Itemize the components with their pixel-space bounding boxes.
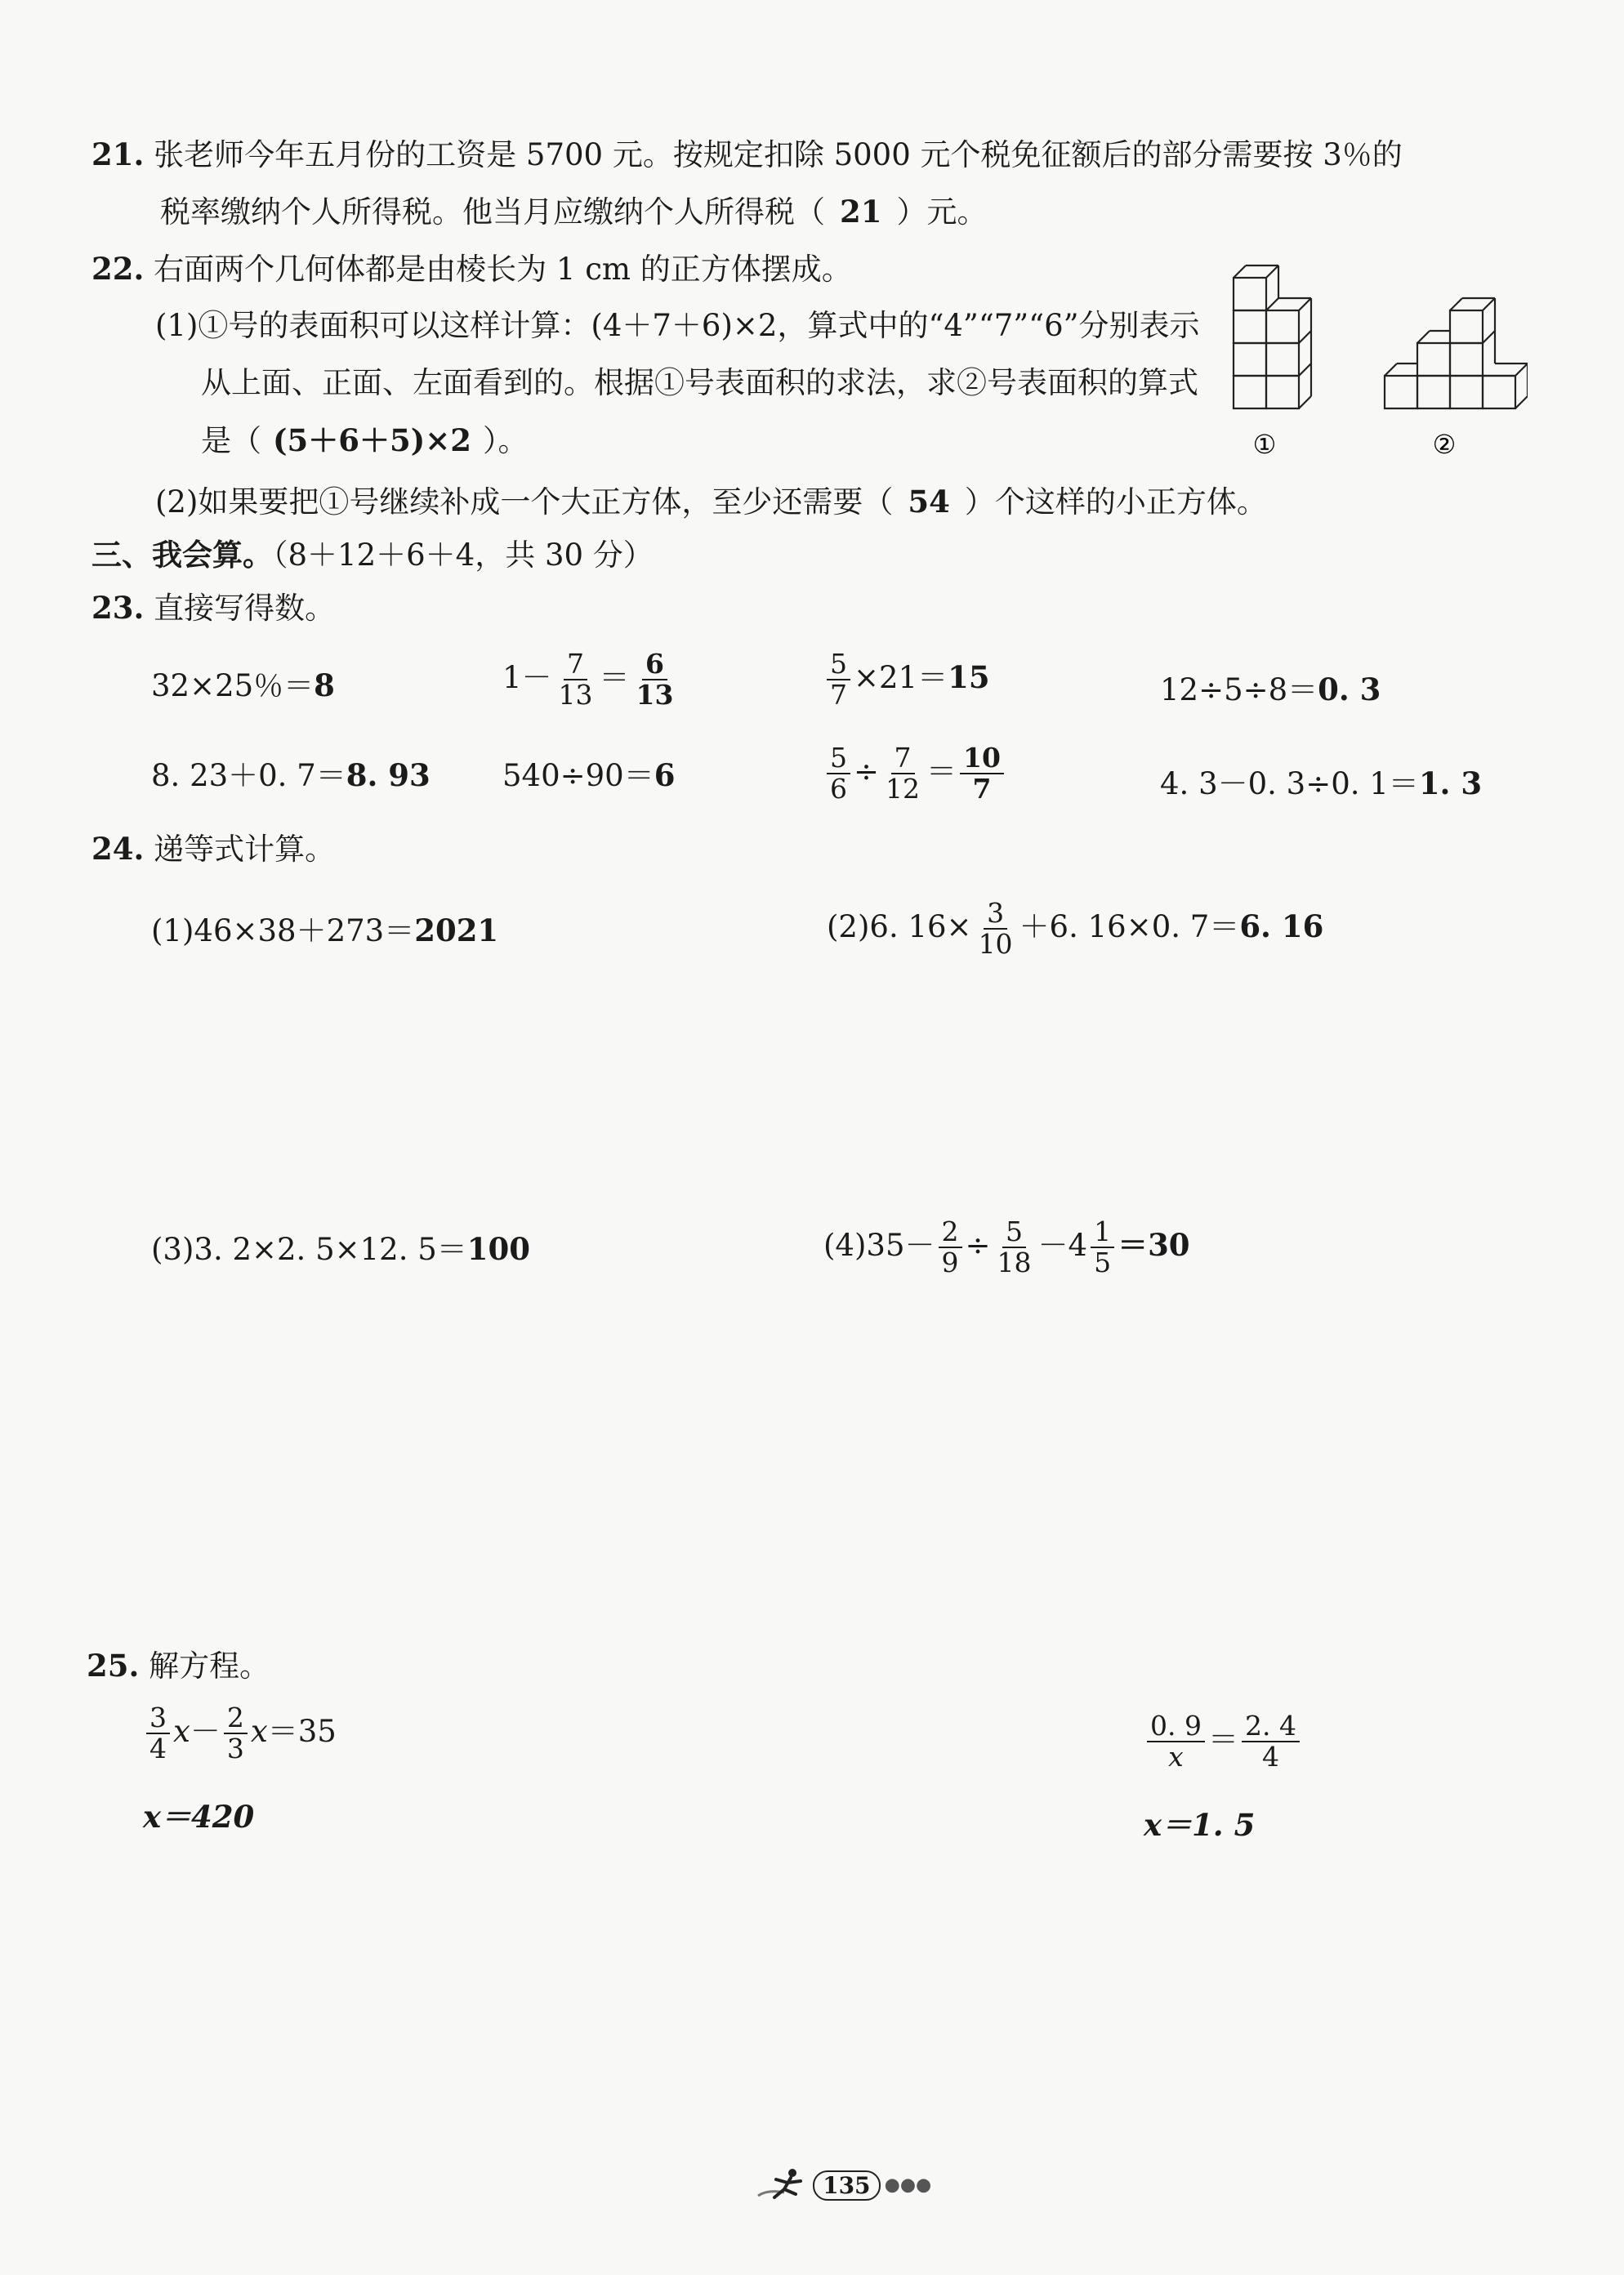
q25-title: 解方程。 — [149, 1648, 270, 1684]
figure-2-label: ② — [1432, 429, 1457, 460]
q21-line2 — [160, 192, 988, 232]
q24-expr-1-question: (1)46×38＋273＝ — [151, 913, 415, 948]
frac-den: 12 — [886, 773, 921, 805]
frac — [146, 1703, 170, 1764]
q22-p2 — [155, 482, 1267, 522]
frac-den: 10 — [978, 928, 1013, 961]
frac-num: 2 — [224, 1703, 248, 1734]
q22-p2-text: (2)如果要把①号继续补成一个大正方体，至少还需要（ — [155, 484, 894, 520]
q23-item-2-fraction — [555, 649, 596, 711]
frac — [1091, 1217, 1114, 1278]
page-number: 135 — [813, 2170, 880, 2201]
frac-den: 7 — [972, 773, 992, 805]
q23-item-8 — [1160, 764, 1482, 804]
q24-expr-1 — [151, 911, 498, 951]
q23-item-2-answer — [633, 649, 677, 711]
figure-1-cubes — [1234, 265, 1528, 408]
frac-den: 18 — [997, 1247, 1032, 1279]
q24-expr-2-post: ＋6. 16×0. 7＝ — [1019, 908, 1240, 944]
mixed-whole: －4 — [1037, 1227, 1088, 1263]
frac-num: 6 — [642, 649, 667, 680]
q23-item-8-answer: 1. 3 — [1418, 765, 1483, 801]
frac-den: 9 — [941, 1247, 959, 1279]
frac-num: 5 — [827, 743, 850, 774]
q24-expr-3-answer: 100 — [466, 1231, 530, 1267]
q23-item-3-answer: 15 — [948, 658, 990, 695]
q23-item-5 — [151, 756, 431, 796]
q21-text: 张老师今年五月份的工资是 5700 元。按规定扣除 5000 元个税免征额后的部分需要按 3％的 — [154, 137, 1403, 172]
q24-title: 递等式计算。 — [154, 832, 336, 867]
q23-item-2 — [502, 649, 680, 711]
frac-den: 13 — [558, 679, 593, 711]
frac-num: 5 — [827, 649, 850, 680]
q24-expr-2-pre: (2)6. 16× — [827, 908, 972, 944]
q24-expr-2-answer: 6. 16 — [1239, 908, 1324, 944]
q23-item-1 — [151, 666, 335, 706]
q24-expr-3 — [151, 1229, 530, 1269]
equals: ＝ — [1118, 1226, 1149, 1263]
q22-p2-answer: 54 — [908, 484, 950, 520]
q25-equation-1 — [143, 1703, 337, 1764]
q23-item-7 — [823, 743, 1007, 805]
runner-icon — [752, 2165, 809, 2206]
frac-den: 4 — [149, 1733, 167, 1765]
q22-p2-end: ）个这样的小正方体。 — [964, 484, 1267, 520]
q23-item-2-pre: 1－ — [502, 659, 552, 695]
operator: ÷ — [854, 753, 880, 789]
q23-item-1-answer: 8 — [314, 667, 335, 703]
q23-item-4-answer: 0. 3 — [1318, 671, 1381, 707]
q23-item-5-answer: 8. 93 — [346, 757, 431, 793]
q23-item-6 — [502, 756, 675, 796]
q24-expr-4-answer: 30 — [1148, 1226, 1190, 1263]
q23-item-8-question: 4. 3－0. 3÷0. 1＝ — [1160, 766, 1419, 801]
frac-num: 0. 9 — [1147, 1711, 1205, 1742]
section3-points: （8＋12＋6＋4，共 30 分） — [273, 538, 654, 573]
variable: x — [250, 1713, 268, 1749]
frac-num: 5 — [1002, 1217, 1026, 1248]
q23-item-5-question: 8. 23＋0. 7＝ — [151, 758, 346, 793]
q25-equation-2 — [1144, 1711, 1303, 1773]
q24-expr-2 — [827, 899, 1323, 960]
frac-den: x — [1168, 1741, 1184, 1773]
q24-expr-4-pre: (4)35－ — [823, 1227, 935, 1263]
frac-num: 10 — [960, 743, 1004, 774]
frac-num: 7 — [564, 649, 587, 680]
q22-number: 22. — [91, 251, 145, 287]
q22-p1-line1: (1)①号的表面积可以这样计算：(4＋7＋6)×2，算式中的“4”“7”“6”分别表示 — [155, 308, 1200, 343]
q22-p1-line3-text: 是（ — [201, 423, 261, 458]
equals: ＝ — [599, 659, 630, 695]
frac — [994, 1217, 1035, 1278]
q22-p1-line3-end: ）。 — [483, 423, 529, 458]
frac-num: 3 — [984, 899, 1007, 930]
q23-item-6-answer: 6 — [654, 757, 676, 793]
frac-den: 3 — [226, 1733, 244, 1765]
q21-line2-end: ）元。 — [896, 194, 988, 230]
q24-expr-4 — [823, 1217, 1190, 1278]
frac — [975, 899, 1016, 960]
cube-figures — [1225, 253, 1528, 466]
variable: x — [173, 1713, 190, 1749]
q23-item-3-question: ×21＝ — [854, 659, 948, 695]
frac-num: 3 — [146, 1703, 170, 1734]
q21-number: 21. — [91, 136, 145, 172]
q25-number: 25. — [87, 1648, 140, 1684]
frac-den: 4 — [1261, 1741, 1279, 1773]
q23-item-3-fraction — [827, 649, 850, 711]
q23-item-7-answer — [960, 743, 1004, 805]
q23-number: 23. — [91, 590, 145, 626]
frac-num: 7 — [891, 743, 915, 774]
q21-line2-text: 税率缴纳个人所得税。他当月应缴纳个人所得税（ — [160, 194, 825, 230]
frac — [224, 1703, 248, 1764]
operator: － — [190, 1713, 221, 1749]
frac-den: 6 — [830, 773, 847, 805]
section3-title: 三、我会算。 — [91, 537, 273, 573]
q25-heading — [87, 1646, 270, 1686]
frac-den: 13 — [636, 679, 674, 711]
q24-number: 24. — [91, 831, 145, 867]
q25-equation-1-answer: x＝420 — [143, 1799, 255, 1835]
frac-num: 2 — [939, 1217, 962, 1248]
q22-p1-line2: 从上面、正面、左面看到的。根据①号表面积的求法，求②号表面积的算式 — [201, 365, 1198, 400]
frac-den: 7 — [830, 679, 847, 711]
q23-item-4 — [1160, 670, 1381, 710]
q24-heading — [91, 829, 335, 869]
footer — [752, 2165, 931, 2206]
q23-heading — [91, 588, 335, 628]
q21-line1 — [91, 135, 1403, 175]
operator: ÷ — [965, 1227, 991, 1263]
q23-item-1-question: 32×25％＝ — [151, 668, 315, 703]
figure-1-label: ① — [1252, 429, 1277, 460]
q23-item-6-question: 540÷90＝ — [502, 758, 654, 793]
q22-p1-line3 — [201, 421, 529, 461]
frac-den: 5 — [1094, 1247, 1112, 1279]
q23-item-4-question: 12÷5÷8＝ — [1160, 672, 1318, 707]
footer-dots-icon: ●●● — [884, 2175, 932, 2196]
equals: ＝ — [926, 753, 957, 789]
frac — [1147, 1711, 1205, 1773]
frac-num: 2. 4 — [1242, 1711, 1300, 1742]
q22-intro: 右面两个几何体都是由棱长为 1 cm 的正方体摆成。 — [154, 252, 852, 287]
q21-answer: 21 — [840, 194, 882, 230]
q24-expr-3-question: (3)3. 2×2. 5×12. 5＝ — [151, 1232, 467, 1267]
section3-heading — [91, 535, 654, 575]
q24-expr-1-answer: 2021 — [414, 912, 499, 948]
rhs: ＝35 — [267, 1713, 337, 1749]
equals: ＝ — [1207, 1721, 1238, 1757]
frac — [1242, 1711, 1300, 1773]
frac — [882, 743, 923, 805]
q23-title: 直接写得数。 — [154, 591, 336, 626]
frac-num: 1 — [1091, 1217, 1114, 1248]
q22-intro-line — [91, 249, 852, 289]
frac — [939, 1217, 962, 1278]
q25-equation-2-answer: x＝1. 5 — [1144, 1807, 1256, 1843]
q22-p1-answer: (5＋6＋5)×2 — [273, 422, 471, 458]
q23-item-3 — [823, 649, 990, 711]
frac — [827, 743, 850, 805]
